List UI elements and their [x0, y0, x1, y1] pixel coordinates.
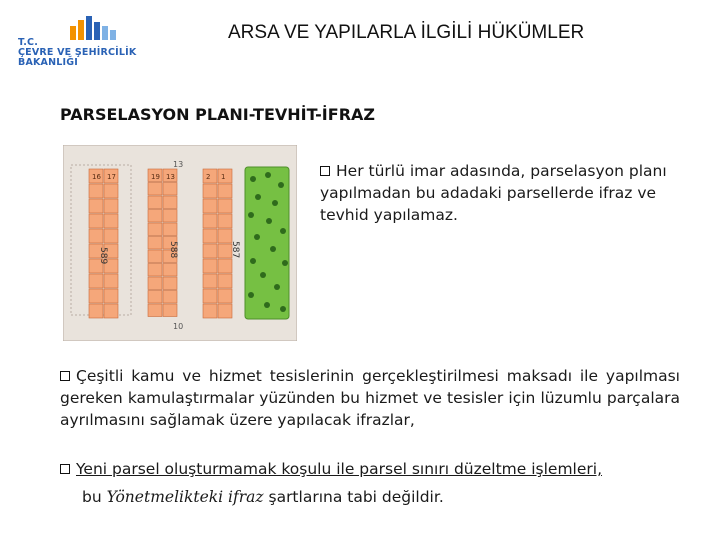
parcel — [203, 199, 217, 213]
parcel — [163, 304, 177, 317]
parcel — [203, 229, 217, 243]
checkbox-bullet-icon — [60, 371, 70, 381]
parcel — [163, 277, 177, 290]
block-label-589: 589 — [98, 247, 108, 265]
section-heading: PARSELASYON PLANI-TEVHİT-İFRAZ — [60, 105, 375, 124]
logo-line-3: BAKANLIĞI — [18, 57, 78, 68]
parcel — [203, 184, 217, 198]
parcel — [163, 210, 177, 223]
parcel — [89, 214, 103, 228]
checkbox-bullet-icon — [320, 166, 330, 176]
tree-dot — [270, 246, 276, 252]
tree-dot — [265, 172, 271, 178]
parcelation-plan-image — [63, 145, 297, 341]
bullet-1 — [320, 160, 700, 226]
parcel-number: 16 — [92, 173, 101, 181]
bullet-1-text: Her türlü imar adasında, parselasyon planı yapılmadan bu adadaki parsellerde ifraz ve tevhid yapılamaz. — [320, 162, 667, 224]
parcel — [148, 223, 162, 236]
tree-dot — [266, 218, 272, 224]
block-label-588: 588 — [168, 241, 178, 259]
bullet-3-line-2 — [82, 486, 700, 508]
logo-line-2: ÇEVRE VE ŞEHİRCİLİK — [18, 47, 137, 58]
logo-text — [18, 38, 136, 68]
parcel — [89, 304, 103, 318]
bullet-3-suffix: şartlarına tabi değildir. — [263, 488, 444, 506]
bullet-2-text: Çeşitli kamu ve hizmet tesislerinin gerçekleştirilmesi maksadı ile yapılması gereken kamulaştırmalar yüzünden bu hizmet ve tesisler için lüzumlu parçalara ayrılmasını sağlamak üzere yapılacak ifrazlar, — [60, 367, 680, 429]
parcel — [218, 214, 232, 228]
parcel — [89, 184, 103, 198]
parcel — [218, 304, 232, 318]
parcel — [148, 183, 162, 196]
parcel-number: 19 — [151, 173, 160, 181]
tree-dot — [272, 200, 278, 206]
road-width-top: 13 — [173, 160, 184, 169]
parcel-number: 2 — [206, 173, 211, 181]
slide-title: ARSA VE YAPILARLA İLGİLİ HÜKÜMLER — [228, 22, 585, 43]
bullet-2 — [60, 365, 680, 431]
tree-dot — [264, 302, 270, 308]
tree-dot — [282, 260, 288, 266]
parcel — [148, 196, 162, 209]
parcel — [218, 259, 232, 273]
tree-dot — [254, 234, 260, 240]
tree-dot — [278, 182, 284, 188]
bullet-3 — [60, 458, 700, 508]
parcel-number: 13 — [166, 173, 175, 181]
parcel — [104, 214, 118, 228]
parcel-number: 1 — [221, 173, 226, 181]
parcel — [203, 244, 217, 258]
parcel — [148, 264, 162, 277]
parcel — [104, 199, 118, 213]
parcel — [163, 264, 177, 277]
parcel — [163, 196, 177, 209]
parcel — [203, 259, 217, 273]
parcel — [218, 229, 232, 243]
parcel — [203, 214, 217, 228]
block-label-587: 587 — [230, 241, 240, 259]
tree-dot — [250, 176, 256, 182]
parcel-number: 17 — [107, 173, 116, 181]
bullet-3-prefix: bu — [82, 488, 107, 506]
parcel — [203, 289, 217, 303]
logo-bars-icon — [68, 14, 128, 40]
parcel — [203, 304, 217, 318]
parcel — [148, 304, 162, 317]
tree-dot — [280, 228, 286, 234]
tree-dot — [248, 212, 254, 218]
parcel — [89, 229, 103, 243]
parcel — [104, 289, 118, 303]
ministry-logo — [14, 14, 164, 70]
parcel — [89, 274, 103, 288]
parcel — [89, 289, 103, 303]
tree-dot — [280, 306, 286, 312]
bullet-3-underlined-text: Yeni parsel oluşturmamak koşulu ile parsel sınırı düzeltme işlemleri, — [76, 460, 603, 478]
logo-line-1: T.C. — [18, 37, 39, 48]
parcel — [203, 274, 217, 288]
parcel — [218, 184, 232, 198]
checkbox-bullet-icon — [60, 464, 70, 474]
parcel — [148, 237, 162, 250]
tree-dot — [260, 272, 266, 278]
parcel — [218, 199, 232, 213]
tree-dot — [274, 284, 280, 290]
parcel — [104, 304, 118, 318]
parcel — [104, 184, 118, 198]
bullet-3-italic: Yönetmelikteki ifraz — [106, 488, 264, 506]
tree-dot — [255, 194, 261, 200]
parcel — [163, 183, 177, 196]
parcel — [148, 210, 162, 223]
parcel — [218, 289, 232, 303]
parcel — [148, 250, 162, 263]
tree-dot — [250, 258, 256, 264]
parcel — [89, 199, 103, 213]
parcel — [163, 291, 177, 304]
parcel — [104, 229, 118, 243]
parcel — [148, 291, 162, 304]
tree-dot — [248, 292, 254, 298]
parcel — [218, 244, 232, 258]
parcel — [104, 274, 118, 288]
parcel — [163, 223, 177, 236]
parcel — [148, 277, 162, 290]
parcel — [218, 274, 232, 288]
road-width-bottom: 10 — [173, 322, 184, 331]
